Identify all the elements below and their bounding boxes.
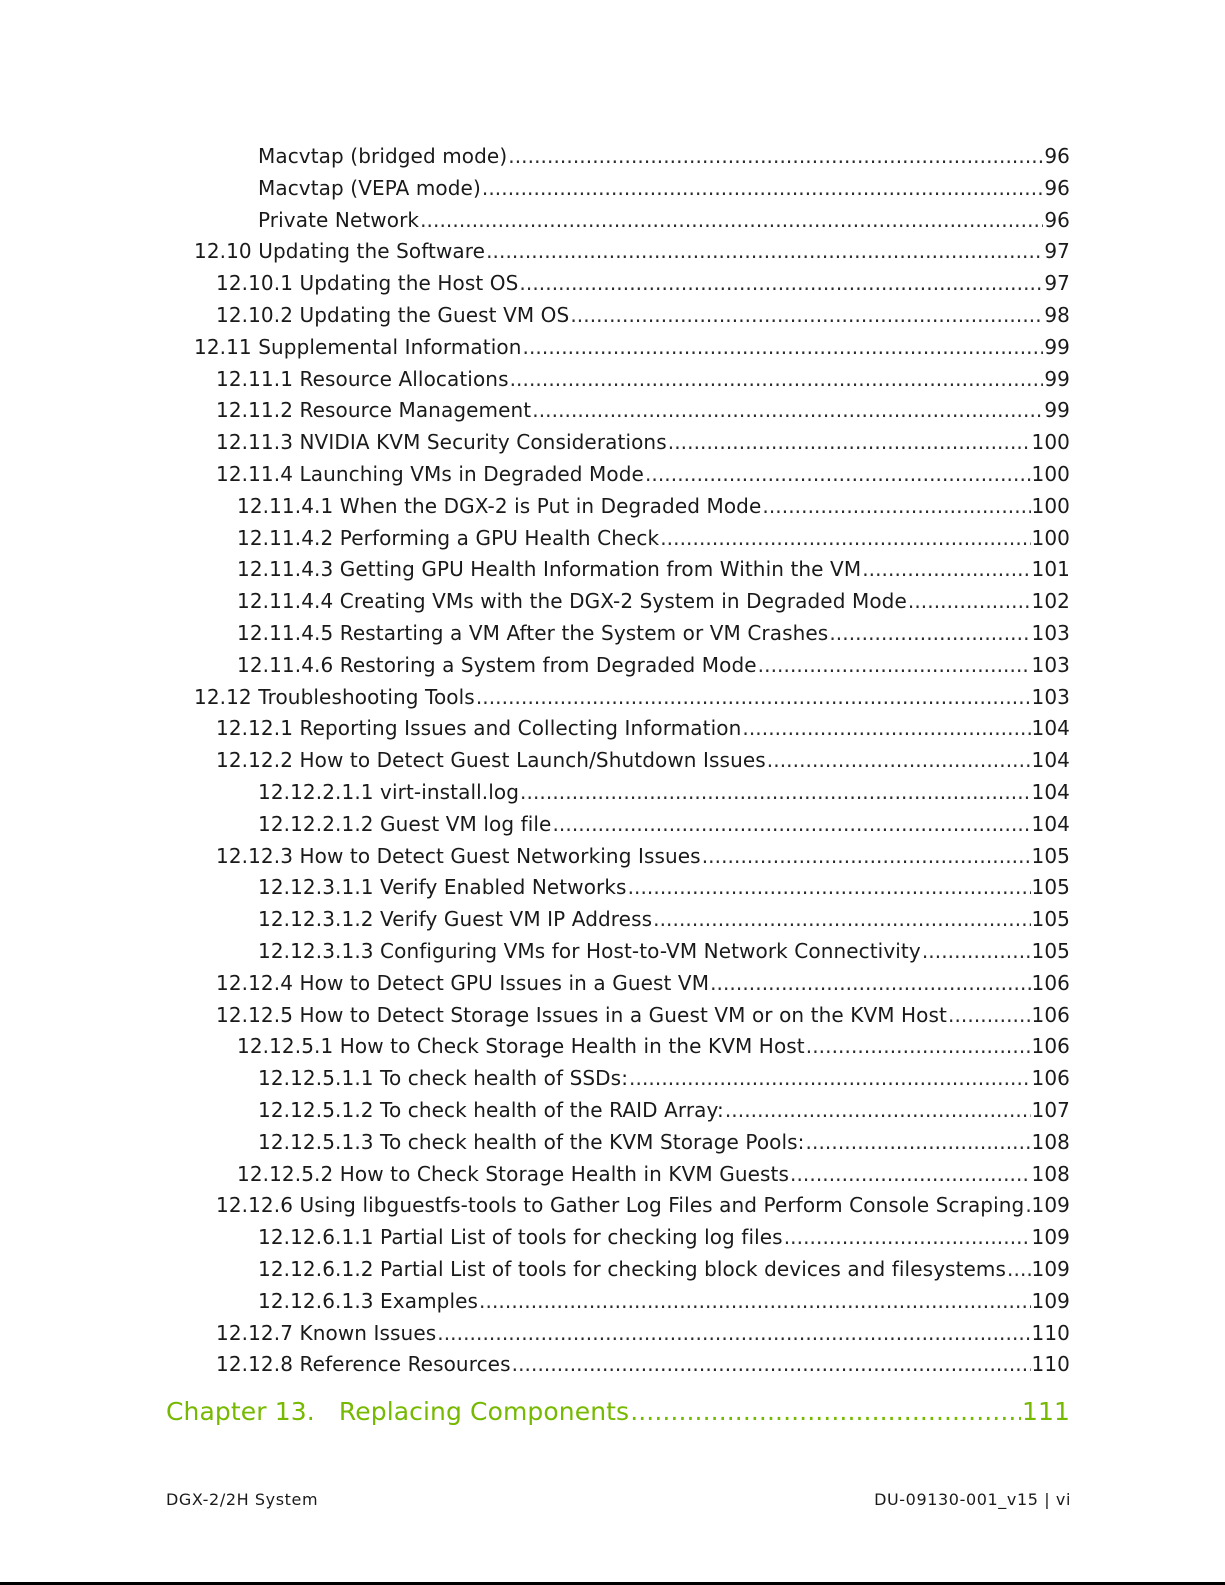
- toc-entry[interactable]: [216, 967, 1070, 999]
- toc-chapter-13[interactable]: [166, 1392, 1070, 1432]
- toc-entry-title: 12.12.5.1.3 To check health of the KVM Storage Pools:: [258, 1129, 805, 1154]
- toc-entry-page: 101: [1031, 557, 1070, 582]
- toc-entry-page: 104: [1031, 811, 1070, 836]
- toc-entry-page: 103: [1031, 652, 1070, 677]
- toc-leader-dots: [510, 363, 1044, 395]
- toc-entry[interactable]: [258, 204, 1070, 236]
- toc-leader-dots: [806, 1030, 1031, 1062]
- toc-entry[interactable]: [258, 935, 1070, 967]
- toc-leader-dots: [829, 617, 1030, 649]
- toc-entry-title: 12.12.6 Using libguestfs-tools to Gather Log Files and Perform Console Scraping: [216, 1193, 1025, 1218]
- toc-entry[interactable]: [237, 585, 1070, 617]
- toc-entry-page: 98: [1044, 303, 1070, 327]
- toc-entry-title: 12.12.5.1 How to Check Storage Health in the KVM Host: [237, 1034, 805, 1059]
- toc-leader-dots: [653, 903, 1030, 935]
- toc-entry-page: 104: [1031, 748, 1070, 773]
- toc-entry[interactable]: [258, 1094, 1070, 1126]
- toc-entry-title: Macvtap (bridged mode): [258, 144, 508, 168]
- toc-entry-title: 12.12.6.1.1 Partial List of tools for checking log files: [258, 1225, 783, 1250]
- toc-entry[interactable]: [258, 776, 1070, 808]
- toc-entry-page: 97: [1044, 239, 1070, 264]
- toc-entry-page: 105: [1031, 875, 1070, 900]
- toc-entry[interactable]: [216, 744, 1070, 776]
- toc-leader-dots: [479, 1285, 1030, 1317]
- toc-entry-title: 12.10.1 Updating the Host OS: [216, 271, 519, 296]
- toc-entry[interactable]: [237, 1158, 1070, 1190]
- toc-entry-page: 105: [1031, 843, 1070, 868]
- toc-entry-title: 12.11.1 Resource Allocations: [216, 366, 509, 391]
- toc-entry-title: 12.11.4.2 Performing a GPU Health Check: [237, 525, 660, 550]
- toc-entry-page: 103: [1031, 621, 1070, 645]
- toc-entry-title: 12.11.4.6 Restoring a System from Degraded Mode: [237, 652, 757, 677]
- toc-entry-page: 99: [1044, 366, 1070, 391]
- footer-doc-id-page: DU-09130-001_v15 | vi: [874, 1490, 1071, 1509]
- toc-leader-dots: [522, 331, 1043, 363]
- chapter-title: Chapter 13. Replacing Components: [166, 1397, 630, 1427]
- toc-entry-page: 96: [1044, 207, 1070, 232]
- toc-entry[interactable]: [258, 172, 1070, 204]
- toc-entry-title: 12.12.3.1.2 Verify Guest VM IP Address: [258, 907, 653, 932]
- toc-leader-dots: [762, 490, 1030, 522]
- toc-entry-title: 12.11.4.5 Restarting a VM After the System or VM Crashes: [237, 621, 829, 645]
- toc-entry[interactable]: [194, 235, 1070, 267]
- toc-leader-dots: [660, 522, 1030, 554]
- toc-entry-title: Macvtap (VEPA mode): [258, 175, 481, 200]
- toc-entry-title: 12.12.1 Reporting Issues and Collecting Information: [216, 716, 742, 741]
- toc-leader-dots: [710, 967, 1030, 999]
- toc-entry[interactable]: [237, 553, 1070, 585]
- toc-entry-title: 12.12.3.1.3 Configuring VMs for Host-to-VM Network Connectivity: [258, 939, 921, 963]
- toc-leader-dots: [908, 585, 1031, 617]
- toc-entry-title: 12.11.4.4 Creating VMs with the DGX-2 System in Degraded Mode: [237, 589, 907, 614]
- toc-leader-dots: [570, 299, 1043, 331]
- toc-entry[interactable]: [258, 903, 1070, 935]
- toc-entry-title: 12.11 Supplemental Information: [194, 334, 522, 359]
- toc-entry[interactable]: [216, 458, 1070, 490]
- toc-entry[interactable]: [258, 1221, 1070, 1253]
- toc-entry-page: 102: [1031, 589, 1070, 614]
- toc-leader-dots: [512, 1348, 1031, 1380]
- toc-entry-title: 12.12.3.1.1 Verify Enabled Networks: [258, 875, 627, 900]
- toc-entry-title: 12.11.4 Launching VMs in Degraded Mode: [216, 462, 644, 486]
- toc-entry-page: 106: [1031, 1066, 1070, 1091]
- toc-leader-dots: [532, 394, 1043, 426]
- toc-entry[interactable]: [216, 840, 1070, 872]
- toc-entry-page: 110: [1031, 1320, 1070, 1345]
- toc-entry-page: 110: [1031, 1352, 1070, 1377]
- toc-entry-title: 12.12.2 How to Detect Guest Launch/Shutdown Issues: [216, 748, 766, 773]
- footer-doc-title: DGX-2/2H System: [166, 1490, 319, 1509]
- toc-entry-title: 12.12.5.2 How to Check Storage Health in KVM Guests: [237, 1161, 789, 1186]
- toc-entry-page: 107: [1031, 1098, 1070, 1122]
- toc-leader-dots: [758, 649, 1031, 681]
- toc-entry[interactable]: [258, 1285, 1070, 1317]
- toc-entry[interactable]: [194, 681, 1070, 713]
- toc-entry[interactable]: [237, 617, 1070, 649]
- toc-leader-dots: [742, 712, 1030, 744]
- toc-entry[interactable]: [258, 871, 1070, 903]
- toc-leader-dots: [508, 140, 1043, 172]
- toc-entry[interactable]: [258, 1062, 1070, 1094]
- toc-entry-title: 12.12 Troubleshooting Tools: [194, 684, 475, 709]
- toc-entry-page: 108: [1031, 1129, 1070, 1154]
- toc-leader-dots: [552, 808, 1030, 840]
- toc-entry-page: 108: [1031, 1161, 1070, 1186]
- toc-entry-title: 12.11.3 NVIDIA KVM Security Considerations: [216, 430, 667, 455]
- toc-entry-title: 12.10.2 Updating the Guest VM OS: [216, 303, 570, 327]
- toc-entry[interactable]: [216, 394, 1070, 426]
- toc-entry-title: 12.12.5 How to Detect Storage Issues in a Guest VM or on the KVM Host: [216, 1002, 947, 1027]
- toc-entry-title: 12.12.8 Reference Resources: [216, 1352, 511, 1377]
- toc-entry-title: 12.12.2.1.2 Guest VM log file: [258, 811, 552, 836]
- toc-entry-page: 100: [1031, 525, 1070, 550]
- toc-leader-dots: [519, 267, 1043, 299]
- toc-leader-dots: [1007, 1253, 1030, 1285]
- toc-entry[interactable]: [258, 808, 1070, 840]
- toc-entry-title: 12.12.5.1.2 To check health of the RAID Array:: [258, 1098, 724, 1122]
- toc-leader-dots: [520, 776, 1030, 808]
- toc-entry[interactable]: [216, 712, 1070, 744]
- toc-leader-dots: [482, 172, 1043, 204]
- toc-leader-dots: [629, 1062, 1030, 1094]
- toc-entry[interactable]: [216, 299, 1070, 331]
- toc-entry[interactable]: [216, 1317, 1070, 1349]
- toc-leader-dots: [767, 744, 1031, 776]
- toc-entry-page: 99: [1044, 334, 1070, 359]
- chapter-leader-dots: [630, 1392, 1021, 1432]
- toc-leader-dots: [922, 935, 1031, 967]
- toc-entry-page: 97: [1044, 271, 1070, 296]
- toc-leader-dots: [702, 840, 1031, 872]
- toc-entry-title: 12.11.4.3 Getting GPU Health Information from Within the VM: [237, 557, 862, 582]
- toc-entry[interactable]: [258, 1126, 1070, 1158]
- toc-entry-title: 12.12.3 How to Detect Guest Networking Issues: [216, 843, 701, 868]
- toc-entry-title: 12.12.6.1.3 Examples: [258, 1288, 479, 1313]
- toc-leader-dots: [1025, 1189, 1030, 1221]
- toc-entry[interactable]: [237, 1030, 1070, 1062]
- toc-entry-title: 12.12.7 Known Issues: [216, 1320, 437, 1345]
- toc-entry-page: 96: [1044, 175, 1070, 200]
- toc-entry[interactable]: [216, 363, 1070, 395]
- toc-entry[interactable]: [216, 426, 1070, 458]
- toc-entry[interactable]: [194, 331, 1070, 363]
- toc-leader-dots: [628, 871, 1031, 903]
- toc-entry-page: 103: [1031, 684, 1070, 709]
- toc-entry-title: 12.12.6.1.2 Partial List of tools for checking block devices and filesystems: [258, 1257, 1007, 1281]
- toc-entry[interactable]: [258, 1253, 1070, 1285]
- toc-leader-dots: [948, 999, 1031, 1031]
- toc-entry-page: 96: [1044, 144, 1070, 168]
- toc-leader-dots: [437, 1317, 1030, 1349]
- toc-entry-page: 106: [1031, 970, 1070, 995]
- toc-leader-dots: [645, 458, 1031, 490]
- toc-leader-dots: [486, 235, 1043, 267]
- toc-entry-title: Private Network: [258, 207, 420, 232]
- toc-entry[interactable]: [237, 522, 1070, 554]
- toc-entry-page: 106: [1031, 1002, 1070, 1027]
- toc-entry[interactable]: [216, 267, 1070, 299]
- toc-entry[interactable]: [216, 1348, 1070, 1380]
- toc-entry[interactable]: [237, 649, 1070, 681]
- toc-entry-page: 104: [1031, 780, 1070, 804]
- toc-entry-page: 105: [1031, 939, 1070, 963]
- toc-entry[interactable]: [237, 490, 1070, 522]
- toc-entry-page: 109: [1031, 1225, 1070, 1250]
- chapter-page: 111: [1021, 1397, 1070, 1427]
- toc-leader-dots: [806, 1126, 1031, 1158]
- toc-leader-dots: [784, 1221, 1031, 1253]
- toc-entry-page: 100: [1031, 430, 1070, 455]
- toc-leader-dots: [862, 553, 1030, 585]
- toc-entry-title: 12.12.2.1.1 virt-install.log: [258, 780, 520, 804]
- toc-entry-page: 99: [1044, 398, 1070, 423]
- toc-entry-page: 109: [1031, 1257, 1070, 1281]
- toc-entry-page: 109: [1031, 1193, 1070, 1218]
- toc-leader-dots: [725, 1094, 1031, 1126]
- toc-entry-title: 12.11.2 Resource Management: [216, 398, 532, 423]
- toc-entry-page: 100: [1031, 493, 1070, 518]
- toc-entry-title: 12.11.4.1 When the DGX-2 is Put in Degraded Mode: [237, 493, 762, 518]
- toc-entry[interactable]: [258, 140, 1070, 172]
- toc-entry[interactable]: [216, 999, 1070, 1031]
- toc-entry-title: 12.12.5.1.1 To check health of SSDs:: [258, 1066, 629, 1091]
- toc-entry-page: 106: [1031, 1034, 1070, 1059]
- toc-entry-page: 104: [1031, 716, 1070, 741]
- toc-entry-page: 105: [1031, 907, 1070, 932]
- toc-leader-dots: [790, 1158, 1031, 1190]
- toc-entry-title: 12.10 Updating the Software: [194, 239, 486, 264]
- toc-entry[interactable]: [216, 1189, 1070, 1221]
- toc-leader-dots: [668, 426, 1031, 458]
- toc-entry-page: 100: [1031, 462, 1070, 486]
- toc-entry-title: 12.12.4 How to Detect GPU Issues in a Guest VM: [216, 970, 710, 995]
- toc-leader-dots: [476, 681, 1031, 713]
- toc-entry-page: 109: [1031, 1288, 1070, 1313]
- toc-leader-dots: [420, 204, 1043, 236]
